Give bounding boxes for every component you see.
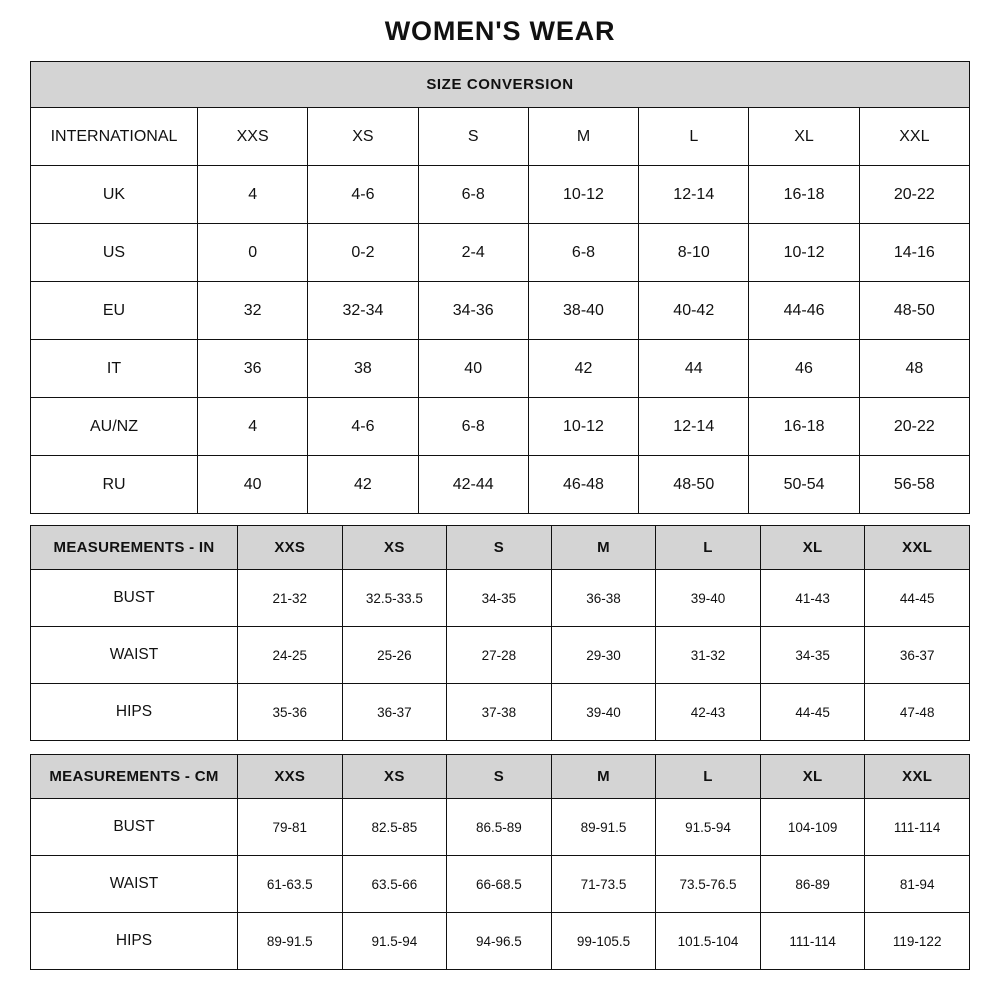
table-cell: 24-25 — [238, 627, 343, 684]
table-cell: 47-48 — [865, 684, 970, 741]
table-cell: 63.5-66 — [342, 856, 447, 913]
table-cell: 44-45 — [760, 684, 865, 741]
table-cell: 4 — [198, 166, 308, 224]
row-label: IT — [31, 340, 198, 398]
table-cell: 16-18 — [749, 398, 859, 456]
column-header: XL — [760, 755, 865, 799]
row-label: AU/NZ — [31, 398, 198, 456]
table-cell: 111-114 — [760, 913, 865, 970]
table-cell: 41-43 — [760, 570, 865, 627]
table-cell: 42 — [308, 456, 418, 514]
table-cell: 42-44 — [418, 456, 528, 514]
column-header: XS — [342, 526, 447, 570]
row-label: UK — [31, 166, 198, 224]
table-cell: 44-45 — [865, 570, 970, 627]
table-row — [31, 398, 970, 456]
table-cell: 66-68.5 — [447, 856, 552, 913]
table-title: MEASUREMENTS - IN — [31, 526, 238, 570]
table-header-row — [31, 526, 970, 570]
table-cell: 21-32 — [238, 570, 343, 627]
table-cell: 10-12 — [528, 166, 638, 224]
table-cell: 40 — [418, 340, 528, 398]
row-label: US — [31, 224, 198, 282]
table-cell: 34-36 — [418, 282, 528, 340]
table-title: SIZE CONVERSION — [31, 62, 970, 108]
table-row — [31, 856, 970, 913]
table-cell: 42-43 — [656, 684, 761, 741]
table-cell: 40 — [198, 456, 308, 514]
table-cell: 50-54 — [749, 456, 859, 514]
table-row — [31, 799, 970, 856]
measurements-in-body — [31, 526, 970, 741]
table-cell: 16-18 — [749, 166, 859, 224]
column-header: XXL — [865, 526, 970, 570]
table-cell: 48-50 — [639, 456, 749, 514]
table-cell: 82.5-85 — [342, 799, 447, 856]
table-cell: 89-91.5 — [551, 799, 656, 856]
table-cell: 12-14 — [639, 398, 749, 456]
column-header: XXL — [865, 755, 970, 799]
table-cell: 14-16 — [859, 224, 969, 282]
table-cell: 94-96.5 — [447, 913, 552, 970]
column-header: XL — [760, 526, 865, 570]
column-header: XXS — [238, 526, 343, 570]
table-row — [31, 570, 970, 627]
table-cell: 6-8 — [418, 166, 528, 224]
table-cell: 48-50 — [859, 282, 969, 340]
table-cell: 71-73.5 — [551, 856, 656, 913]
row-label: BUST — [31, 799, 238, 856]
row-label: INTERNATIONAL — [31, 108, 198, 166]
column-header: XXS — [238, 755, 343, 799]
row-label: WAIST — [31, 856, 238, 913]
table-cell: XXS — [198, 108, 308, 166]
table-cell: 46 — [749, 340, 859, 398]
table-row — [31, 340, 970, 398]
table-cell: 0 — [198, 224, 308, 282]
table-cell: 61-63.5 — [238, 856, 343, 913]
table-banner-row — [31, 62, 970, 108]
measurements-cm-body — [31, 755, 970, 970]
table-cell: 32.5-33.5 — [342, 570, 447, 627]
table-cell: 36 — [198, 340, 308, 398]
table-cell: 36-38 — [551, 570, 656, 627]
table-row — [31, 913, 970, 970]
table-cell: 10-12 — [749, 224, 859, 282]
row-label: HIPS — [31, 913, 238, 970]
column-header: XS — [342, 755, 447, 799]
column-header: M — [551, 755, 656, 799]
table-row — [31, 166, 970, 224]
table-cell: L — [639, 108, 749, 166]
table-cell: 27-28 — [447, 627, 552, 684]
table-cell: 79-81 — [238, 799, 343, 856]
row-label: BUST — [31, 570, 238, 627]
table-cell: 4-6 — [308, 166, 418, 224]
table-cell: 119-122 — [865, 913, 970, 970]
row-label: EU — [31, 282, 198, 340]
row-label: WAIST — [31, 627, 238, 684]
table-cell: S — [418, 108, 528, 166]
table-cell: 44 — [639, 340, 749, 398]
table-cell: 86.5-89 — [447, 799, 552, 856]
table-cell: 73.5-76.5 — [656, 856, 761, 913]
table-cell: 35-36 — [238, 684, 343, 741]
table-cell: 56-58 — [859, 456, 969, 514]
table-cell: 44-46 — [749, 282, 859, 340]
table-cell: 34-35 — [447, 570, 552, 627]
row-label: HIPS — [31, 684, 238, 741]
column-header: S — [447, 526, 552, 570]
table-cell: 48 — [859, 340, 969, 398]
row-label: RU — [31, 456, 198, 514]
table-cell: 39-40 — [656, 570, 761, 627]
table-cell: XXL — [859, 108, 969, 166]
table-cell: 29-30 — [551, 627, 656, 684]
table-row — [31, 224, 970, 282]
table-cell: XS — [308, 108, 418, 166]
size-conversion-body — [31, 62, 970, 514]
table-title: MEASUREMENTS - CM — [31, 755, 238, 799]
table-cell: 42 — [528, 340, 638, 398]
table-cell: 32 — [198, 282, 308, 340]
table-cell: M — [528, 108, 638, 166]
column-header: M — [551, 526, 656, 570]
table-cell: 40-42 — [639, 282, 749, 340]
table-cell: 89-91.5 — [238, 913, 343, 970]
table-cell: 6-8 — [528, 224, 638, 282]
table-cell: 6-8 — [418, 398, 528, 456]
measurements-cm-table — [30, 754, 970, 970]
table-cell: XL — [749, 108, 859, 166]
column-header: L — [656, 755, 761, 799]
table-row — [31, 456, 970, 514]
table-cell: 36-37 — [342, 684, 447, 741]
table-cell: 20-22 — [859, 398, 969, 456]
table-cell: 46-48 — [528, 456, 638, 514]
table-cell: 99-105.5 — [551, 913, 656, 970]
column-header: L — [656, 526, 761, 570]
table-cell: 31-32 — [656, 627, 761, 684]
table-row — [31, 282, 970, 340]
table-row — [31, 108, 970, 166]
table-cell: 10-12 — [528, 398, 638, 456]
table-cell: 86-89 — [760, 856, 865, 913]
table-cell: 91.5-94 — [656, 799, 761, 856]
table-cell: 91.5-94 — [342, 913, 447, 970]
table-cell: 38-40 — [528, 282, 638, 340]
table-row — [31, 684, 970, 741]
table-cell: 0-2 — [308, 224, 418, 282]
table-cell: 111-114 — [865, 799, 970, 856]
table-cell: 20-22 — [859, 166, 969, 224]
table-cell: 4 — [198, 398, 308, 456]
table-cell: 34-35 — [760, 627, 865, 684]
table-header-row — [31, 755, 970, 799]
table-cell: 104-109 — [760, 799, 865, 856]
column-header: S — [447, 755, 552, 799]
table-cell: 32-34 — [308, 282, 418, 340]
table-cell: 2-4 — [418, 224, 528, 282]
table-cell: 38 — [308, 340, 418, 398]
table-cell: 37-38 — [447, 684, 552, 741]
table-cell: 12-14 — [639, 166, 749, 224]
table-cell: 8-10 — [639, 224, 749, 282]
table-cell: 4-6 — [308, 398, 418, 456]
page-title: WOMEN'S WEAR — [384, 16, 616, 46]
size-conversion-table — [30, 61, 970, 514]
table-row — [31, 627, 970, 684]
table-cell: 36-37 — [865, 627, 970, 684]
table-cell: 81-94 — [865, 856, 970, 913]
table-cell: 39-40 — [551, 684, 656, 741]
table-cell: 25-26 — [342, 627, 447, 684]
table-cell: 101.5-104 — [656, 913, 761, 970]
measurements-in-table — [30, 525, 970, 741]
